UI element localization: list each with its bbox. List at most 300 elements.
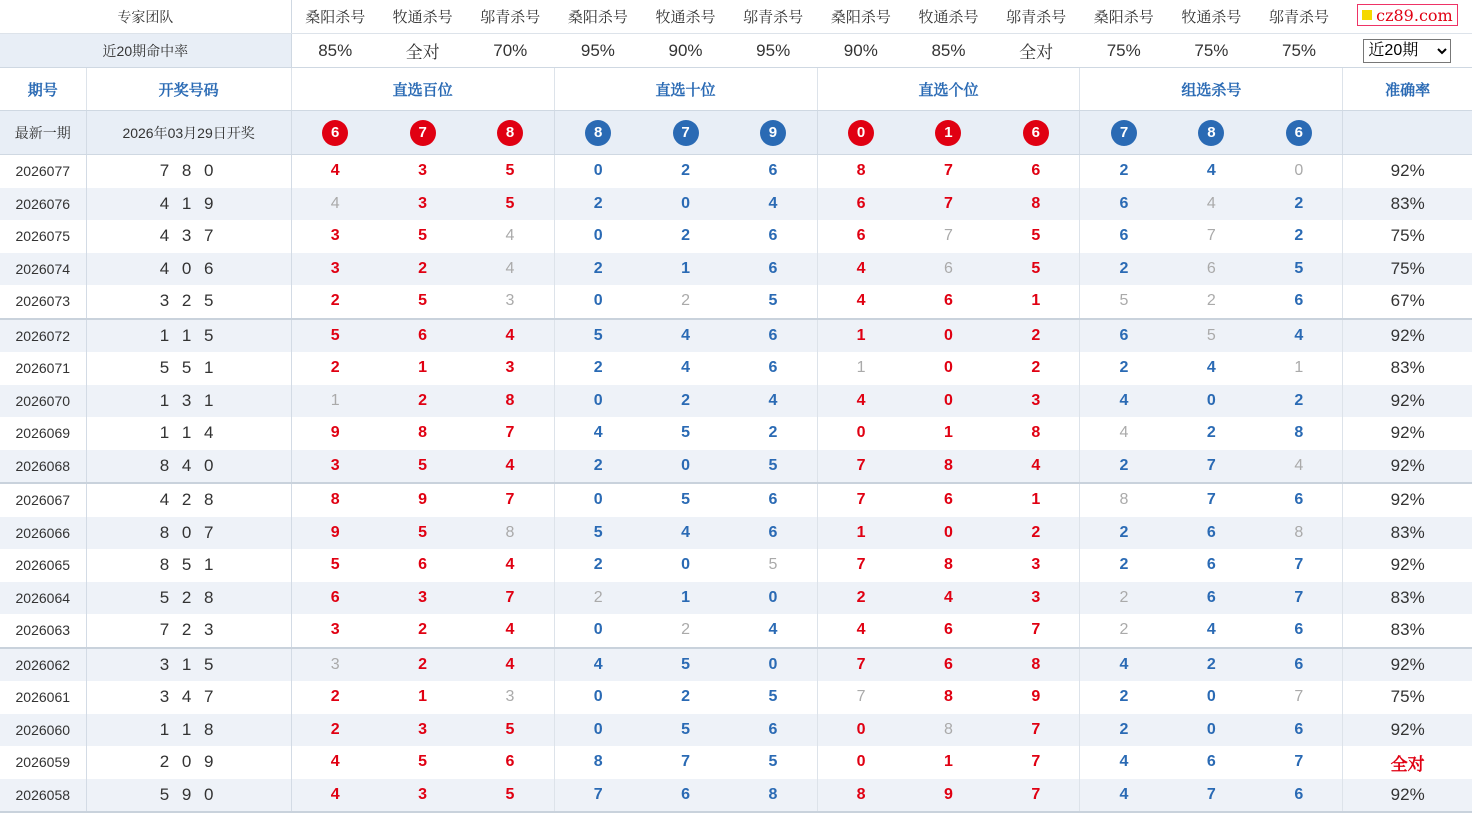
logo-text: cz89.com [1376, 5, 1453, 25]
table-row [0, 681, 1472, 714]
hit-rate-1: 全对 [379, 34, 467, 68]
kill-number-cell: 0 [593, 621, 603, 639]
kill-number-cell: 2 [992, 352, 1080, 385]
kill-number-cell: 6 [856, 227, 866, 245]
kill-number-cell: 2 [593, 359, 603, 377]
kill-number-cell: 7 [992, 779, 1080, 813]
latest-ball-0: 6 [322, 120, 348, 146]
group-section-header: 组选杀号 [1080, 68, 1343, 111]
table-row [0, 253, 1472, 286]
period-cell: 2026060 [0, 714, 86, 747]
kill-number-cell: 8 [1080, 483, 1168, 517]
kill-number-cell: 6 [992, 155, 1080, 188]
kill-number-cell: 0 [593, 227, 603, 245]
units-section-header: 直选个位 [817, 68, 1080, 111]
kill-number-cell: 8 [593, 753, 603, 771]
kill-number-cell: 2 [681, 292, 690, 310]
kill-number-cell: 7 [554, 779, 642, 813]
kill-number-cell: 3 [418, 162, 428, 180]
kill-number-cell: 3 [330, 621, 340, 639]
kill-number-cell: 4 [729, 614, 817, 648]
draw-numbers-cell: 7 8 0 [86, 155, 291, 188]
kill-number-cell: 0 [905, 517, 993, 550]
kill-number-cell: 2 [554, 450, 642, 484]
kill-number-cell: 7 [1255, 582, 1343, 615]
kill-number-cell: 5 [992, 220, 1080, 253]
kill-number-cell: 3 [379, 714, 467, 747]
kill-number-cell: 2 [379, 648, 467, 682]
kill-number-cell: 4 [1206, 621, 1216, 639]
draw-numbers-cell: 5 9 0 [86, 779, 291, 813]
kill-number-cell: 2 [1119, 621, 1129, 639]
kill-number-cell: 2 [1080, 582, 1168, 615]
period-cell: 2026068 [0, 450, 86, 484]
table-row [0, 483, 1472, 517]
kill-number-cell: 1 [944, 424, 953, 442]
kill-number-cell: 5 [466, 714, 554, 747]
draw-numbers-cell: 5 2 8 [86, 582, 291, 615]
draw-numbers-cell: 5 5 1 [86, 352, 291, 385]
hit-rate-3: 95% [554, 34, 642, 68]
kill-number-cell: 8 [729, 779, 817, 813]
kill-number-cell: 6 [1206, 556, 1216, 574]
kill-number-cell: 4 [1255, 450, 1343, 484]
draw-column-header: 开奖号码 [86, 68, 291, 111]
kill-number-cell: 1 [1255, 352, 1343, 385]
kill-number-cell: 3 [379, 188, 467, 221]
kill-number-cell: 8 [1255, 417, 1343, 450]
kill-number-cell: 0 [593, 292, 603, 310]
site-logo[interactable] [1357, 4, 1458, 26]
latest-ball-cell-10 [1168, 111, 1256, 155]
kill-number-cell: 4 [905, 582, 993, 615]
kill-number-cell: 7 [992, 746, 1080, 779]
kill-number-cell: 1 [418, 688, 428, 706]
kill-number-cell: 2 [681, 621, 690, 639]
kill-number-cell: 7 [466, 582, 554, 615]
kill-number-cell: 2 [1119, 556, 1129, 574]
kill-number-cell: 7 [817, 450, 905, 484]
draw-numbers-cell: 3 1 5 [86, 648, 291, 682]
hit-rate-0: 85% [291, 34, 379, 68]
period-cell: 2026059 [0, 746, 86, 779]
kill-number-cell: 2 [1255, 188, 1343, 221]
expert-name-1: 牧通杀号 [379, 0, 467, 34]
kill-number-cell: 8 [992, 417, 1080, 450]
table-row [0, 220, 1472, 253]
kill-number-cell: 6 [1255, 714, 1343, 747]
table-row [0, 352, 1472, 385]
kill-number-cell: 0 [593, 162, 603, 180]
kill-number-cell: 6 [1168, 253, 1256, 286]
period-cell: 2026074 [0, 253, 86, 286]
draw-numbers-cell: 3 2 5 [86, 285, 291, 319]
expert-name-7: 牧通杀号 [905, 0, 993, 34]
kill-number-cell: 2 [330, 359, 340, 377]
latest-ball-cell-9 [1080, 111, 1168, 155]
kill-number-cell: 5 [418, 292, 428, 310]
kill-number-cell: 0 [1168, 714, 1256, 747]
kill-number-cell: 0 [944, 359, 953, 377]
kill-number-cell: 7 [817, 483, 905, 517]
kill-number-cell: 7 [944, 227, 953, 245]
latest-draw-row [0, 111, 1472, 155]
kill-number-cell: 6 [729, 483, 817, 517]
kill-number-cell: 4 [1255, 319, 1343, 353]
kill-number-cell: 2 [681, 227, 690, 245]
table-row [0, 714, 1472, 747]
draw-numbers-cell: 1 1 4 [86, 417, 291, 450]
kill-number-cell: 9 [905, 779, 993, 813]
kill-number-cell: 4 [729, 385, 817, 418]
kill-number-cell: 7 [1168, 450, 1256, 484]
kill-number-cell: 8 [466, 517, 554, 550]
table-row [0, 614, 1472, 648]
kill-number-cell: 5 [466, 155, 554, 188]
kill-number-cell: 1 [856, 359, 866, 377]
kill-number-cell: 5 [992, 253, 1080, 286]
accuracy-cell: 92% [1390, 161, 1425, 181]
kill-number-cell: 5 [729, 681, 817, 714]
kill-number-cell: 4 [466, 253, 554, 286]
kill-number-cell: 3 [291, 450, 379, 484]
kill-number-cell: 5 [554, 319, 642, 353]
kill-number-cell: 8 [418, 424, 428, 442]
kill-number-cell: 2 [1255, 385, 1343, 418]
kill-number-cell: 6 [729, 714, 817, 747]
kill-number-cell: 2 [992, 517, 1080, 550]
draw-numbers-cell: 8 4 0 [86, 450, 291, 484]
expert-name-8: 邬青杀号 [992, 0, 1080, 34]
kill-number-cell: 4 [1168, 188, 1256, 221]
kill-number-cell: 7 [856, 688, 866, 706]
kill-number-cell: 7 [992, 614, 1080, 648]
kill-number-cell: 2 [330, 292, 340, 310]
kill-number-cell: 2 [1080, 450, 1168, 484]
table-row [0, 582, 1472, 615]
kill-number-cell: 5 [1119, 292, 1129, 310]
kill-number-cell: 5 [291, 319, 379, 353]
expert-name-4: 牧通杀号 [642, 0, 730, 34]
accuracy-cell: 92% [1343, 385, 1472, 418]
kill-number-cell: 2 [1080, 517, 1168, 550]
latest-ball-cell-6 [817, 111, 905, 155]
table-row [0, 746, 1472, 779]
period-cell: 2026071 [0, 352, 86, 385]
expert-name-2: 邬青杀号 [466, 0, 554, 34]
kill-number-cell: 4 [1080, 648, 1168, 682]
draw-numbers-cell: 4 2 8 [86, 483, 291, 517]
hit-rate-11: 75% [1255, 34, 1343, 68]
period-select-cell [1343, 34, 1472, 68]
accuracy-cell: 83% [1390, 358, 1425, 378]
expert-name-6: 桑阳杀号 [817, 0, 905, 34]
kill-number-cell: 5 [729, 746, 817, 779]
period-cell: 2026065 [0, 549, 86, 582]
table-row [0, 648, 1472, 682]
latest-ball-cell-0 [291, 111, 379, 155]
period-cell: 2026073 [0, 285, 86, 319]
kill-number-cell: 0 [642, 188, 730, 221]
hit-rate-10: 75% [1168, 34, 1256, 68]
period-cell: 2026072 [0, 319, 86, 353]
accuracy-cell: 67% [1390, 291, 1425, 311]
kill-number-cell: 6 [944, 292, 953, 310]
kill-number-cell: 6 [1255, 483, 1343, 517]
latest-ball-cell-1 [379, 111, 467, 155]
kill-number-cell: 6 [291, 582, 379, 615]
latest-ball-3: 8 [585, 120, 611, 146]
kill-number-cell: 8 [944, 556, 953, 574]
kill-number-cell: 6 [905, 648, 993, 682]
accuracy-cell: 92% [1343, 714, 1472, 747]
kill-number-cell: 6 [1080, 188, 1168, 221]
kill-number-cell: 4 [466, 319, 554, 353]
kill-number-cell: 0 [729, 582, 817, 615]
accuracy-cell: 全对 [1390, 754, 1425, 774]
kill-number-cell: 8 [905, 450, 993, 484]
kill-number-cell: 8 [944, 688, 953, 706]
table-row [0, 417, 1472, 450]
table-row [0, 285, 1472, 319]
accuracy-cell: 92% [1390, 555, 1425, 575]
expert-header-row [0, 0, 1472, 34]
kill-number-cell: 0 [905, 385, 993, 418]
accuracy-cell: 75% [1390, 687, 1425, 707]
kill-number-cell: 4 [856, 621, 866, 639]
kill-number-cell: 4 [466, 450, 554, 484]
kill-number-cell: 4 [817, 385, 905, 418]
kill-number-cell: 3 [466, 681, 554, 714]
hit-rate-label: 近20期命中率 [0, 34, 291, 68]
kill-number-cell: 5 [418, 753, 428, 771]
kill-number-cell: 9 [992, 681, 1080, 714]
kill-number-cell: 6 [1255, 285, 1343, 319]
latest-ball-2: 8 [497, 120, 523, 146]
kill-number-cell: 0 [554, 714, 642, 747]
kill-number-cell: 9 [379, 483, 467, 517]
kill-number-cell: 7 [1255, 549, 1343, 582]
kill-number-cell: 2 [1255, 220, 1343, 253]
latest-date: 2026年03月29日开奖 [86, 111, 291, 155]
kill-number-cell: 4 [291, 188, 379, 221]
kill-number-cell: 2 [817, 582, 905, 615]
expert-name-10: 牧通杀号 [1168, 0, 1256, 34]
kill-number-cell: 3 [379, 582, 467, 615]
hit-rate-7: 85% [905, 34, 993, 68]
kill-number-cell: 4 [1080, 779, 1168, 813]
table-row [0, 517, 1472, 550]
kill-number-cell: 6 [729, 220, 817, 253]
kill-number-cell: 4 [1119, 424, 1129, 442]
accuracy-column-header: 准确率 [1343, 68, 1472, 111]
accuracy-cell: 92% [1343, 648, 1472, 682]
hit-rate-6: 90% [817, 34, 905, 68]
kill-number-cell: 4 [593, 424, 603, 442]
kill-number-cell: 6 [944, 621, 953, 639]
kill-number-cell: 2 [642, 385, 730, 418]
kill-number-cell: 1 [992, 285, 1080, 319]
latest-ball-1: 7 [410, 120, 436, 146]
period-cell: 2026070 [0, 385, 86, 418]
kill-number-cell: 5 [642, 483, 730, 517]
latest-ball-5: 9 [760, 120, 786, 146]
kill-number-cell: 8 [291, 483, 379, 517]
kill-number-cell: 6 [1168, 517, 1256, 550]
kill-number-cell: 4 [1080, 385, 1168, 418]
kill-number-cell: 6 [729, 319, 817, 353]
kill-number-cell: 1 [817, 517, 905, 550]
kill-number-cell: 4 [681, 359, 690, 377]
draw-numbers-cell: 1 1 5 [86, 319, 291, 353]
kill-number-cell: 4 [856, 292, 866, 310]
hit-rate-9: 75% [1080, 34, 1168, 68]
kill-number-cell: 6 [1255, 614, 1343, 648]
kill-number-cell: 0 [554, 385, 642, 418]
draw-numbers-cell: 3 4 7 [86, 681, 291, 714]
kill-number-cell: 2 [418, 621, 428, 639]
accuracy-cell: 83% [1390, 620, 1425, 640]
kill-number-cell: 7 [1255, 681, 1343, 714]
kill-number-cell: 5 [330, 556, 340, 574]
kill-number-cell: 2 [1080, 714, 1168, 747]
hundreds-section-header: 直选百位 [291, 68, 554, 111]
kill-number-cell: 2 [330, 688, 340, 706]
hit-rate-8: 全对 [992, 34, 1080, 68]
period-cell: 2026058 [0, 779, 86, 813]
kill-number-cell: 8 [466, 385, 554, 418]
table-row [0, 188, 1472, 221]
kill-number-cell: 3 [379, 779, 467, 813]
kill-number-cell: 4 [466, 549, 554, 582]
kill-number-cell: 3 [992, 582, 1080, 615]
kill-number-cell: 7 [1168, 483, 1256, 517]
expert-name-3: 桑阳杀号 [554, 0, 642, 34]
kill-number-cell: 5 [466, 779, 554, 813]
kill-number-cell: 2 [379, 385, 467, 418]
kill-number-cell: 6 [1119, 227, 1129, 245]
draw-numbers-cell: 2 0 9 [86, 746, 291, 779]
kill-number-cell: 1 [291, 385, 379, 418]
expert-name-9: 桑阳杀号 [1080, 0, 1168, 34]
period-cell: 2026062 [0, 648, 86, 682]
kill-number-cell: 2 [681, 688, 690, 706]
kill-number-cell: 6 [729, 517, 817, 550]
accuracy-cell: 75% [1390, 226, 1425, 246]
kill-number-cell: 9 [330, 424, 340, 442]
kill-number-cell: 6 [379, 319, 467, 353]
kill-number-cell: 4 [817, 253, 905, 286]
latest-ball-cell-7 [905, 111, 993, 155]
kill-number-cell: 6 [905, 483, 993, 517]
kill-number-cell: 2 [1168, 648, 1256, 682]
period-cell: 2026063 [0, 614, 86, 648]
kill-number-cell: 7 [856, 556, 866, 574]
kill-number-cell: 3 [466, 352, 554, 385]
kill-number-cell: 0 [642, 450, 730, 484]
kill-number-cell: 1 [642, 253, 730, 286]
kill-number-cell: 0 [905, 319, 993, 353]
latest-ball-cell-3 [554, 111, 642, 155]
kill-number-cell: 4 [554, 648, 642, 682]
kill-number-cell: 5 [379, 517, 467, 550]
kill-number-cell: 0 [817, 714, 905, 747]
draw-numbers-cell: 8 0 7 [86, 517, 291, 550]
kill-number-cell: 5 [642, 648, 730, 682]
kill-number-cell: 5 [681, 424, 690, 442]
accuracy-cell: 92% [1343, 779, 1472, 813]
kill-number-cell: 0 [1168, 385, 1256, 418]
kill-number-cell: 8 [992, 648, 1080, 682]
kill-number-cell: 0 [856, 753, 866, 771]
kill-number-cell: 6 [466, 746, 554, 779]
kill-number-cell: 2 [379, 253, 467, 286]
kill-number-cell: 4 [1119, 753, 1129, 771]
kill-number-cell: 5 [642, 714, 730, 747]
kill-number-cell: 5 [379, 450, 467, 484]
accuracy-cell: 83% [1343, 188, 1472, 221]
period-select[interactable] [1363, 39, 1451, 63]
kill-number-cell: 3 [291, 648, 379, 682]
kill-number-cell: 3 [992, 385, 1080, 418]
kill-number-cell: 7 [1206, 227, 1216, 245]
kill-number-cell: 7 [1168, 779, 1256, 813]
kill-number-cell: 1 [418, 359, 428, 377]
kill-number-cell: 8 [1255, 517, 1343, 550]
kill-number-cell: 7 [466, 417, 554, 450]
kill-number-cell: 7 [944, 162, 953, 180]
kill-number-cell: 7 [1255, 746, 1343, 779]
kill-number-cell: 3 [992, 549, 1080, 582]
kill-number-cell: 3 [330, 227, 340, 245]
kill-number-cell: 2 [729, 417, 817, 450]
kill-number-cell: 2 [1080, 253, 1168, 286]
draw-numbers-cell: 1 3 1 [86, 385, 291, 418]
kill-number-cell: 0 [856, 424, 866, 442]
latest-ball-10: 8 [1198, 120, 1224, 146]
kill-number-cell: 8 [856, 162, 866, 180]
kill-number-cell: 9 [291, 517, 379, 550]
accuracy-cell: 83% [1343, 582, 1472, 615]
accuracy-cell: 75% [1343, 253, 1472, 286]
kill-number-cell: 0 [1206, 688, 1216, 706]
accuracy-cell: 92% [1390, 423, 1425, 443]
kill-number-cell: 2 [291, 714, 379, 747]
latest-ball-cell-5 [729, 111, 817, 155]
kill-number-cell: 6 [729, 155, 817, 188]
tens-section-header: 直选十位 [554, 68, 817, 111]
kill-number-cell: 4 [330, 162, 340, 180]
kill-number-cell: 1 [817, 319, 905, 353]
latest-ball-7: 1 [935, 120, 961, 146]
period-cell: 2026067 [0, 483, 86, 517]
kill-number-cell: 6 [1080, 319, 1168, 353]
kill-number-cell: 7 [817, 648, 905, 682]
table-row [0, 385, 1472, 418]
kill-number-cell: 6 [1255, 648, 1343, 682]
kill-number-cell: 5 [729, 285, 817, 319]
kill-number-cell: 2 [992, 319, 1080, 353]
kill-number-cell: 0 [1255, 155, 1343, 188]
expert-name-11: 邬青杀号 [1255, 0, 1343, 34]
kill-number-cell: 0 [681, 556, 690, 574]
kill-number-cell: 2 [554, 582, 642, 615]
kill-number-cell: 0 [554, 483, 642, 517]
latest-ball-cell-2 [466, 111, 554, 155]
kill-number-cell: 1 [992, 483, 1080, 517]
accuracy-cell: 92% [1343, 319, 1472, 353]
expert-name-5: 邬青杀号 [729, 0, 817, 34]
